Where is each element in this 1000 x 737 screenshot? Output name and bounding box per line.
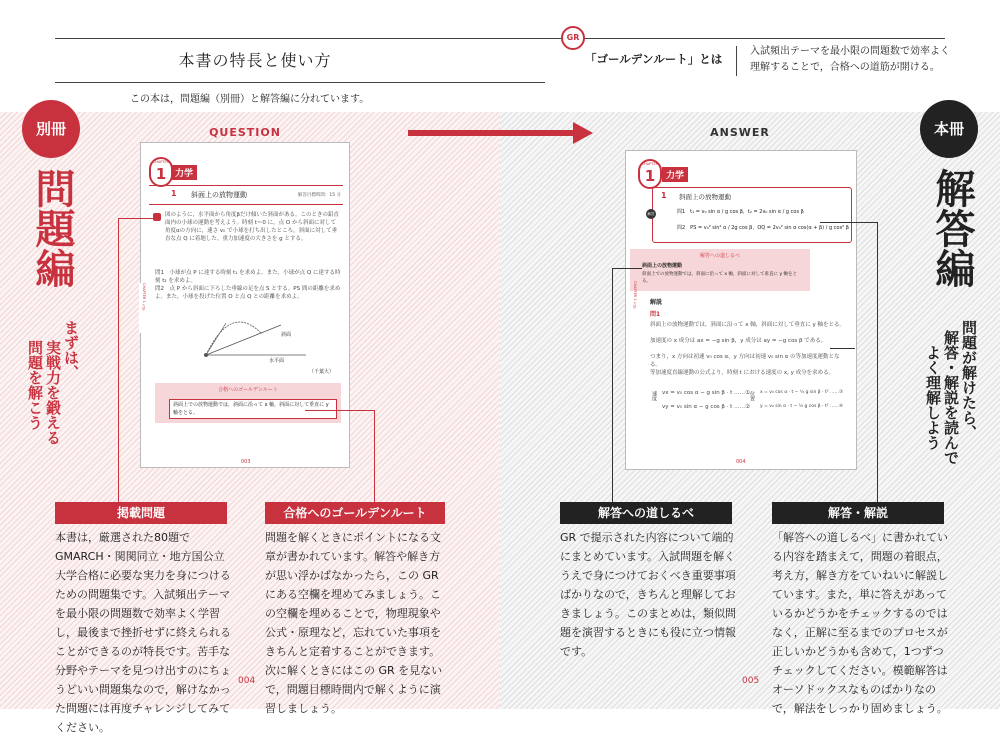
answer-inner-page-no: 004 bbox=[736, 459, 746, 465]
header-divider bbox=[736, 46, 737, 76]
header-rule-bottom bbox=[55, 82, 545, 83]
answer-line-2: 問2 PS = v₀² sin² α / 2g cos β，OQ = 2v₀² sin α cos(α + β) / g cos² β bbox=[677, 225, 849, 231]
problem-marker bbox=[153, 213, 161, 221]
gr-box-title: 合格へのゴールデンルート bbox=[218, 387, 278, 393]
guide-point-text: 斜面上での放物運動では，斜面に沿って x 軸，斜面に対して垂直に y 軸をとる。 bbox=[642, 272, 798, 284]
box-guide-text: GR で提示された内容について端的にまとめています。入試問題を解くうえで身につけておくべき重要事項ばかりなので，きちんと理解しておきましょう。このまとめは，類似問題を演習するときにも役に立つ情報です。 bbox=[560, 531, 736, 658]
leader-problem bbox=[118, 218, 154, 508]
subject-tag: 力学 bbox=[171, 165, 197, 180]
right-subtitle-1: 問題が解けたら、 bbox=[960, 320, 978, 440]
question-2: 問2 点 P から斜面に下ろした垂線の足を点 S とする。PS 間の距離を求めよ。また，小球を投げた位置 O と点 Q との距離を求めよ。 bbox=[155, 286, 341, 300]
problem-body: 図のように，水平面から角度βだけ傾いた斜面がある。このときの鉛直面内の小球の運動を考えよう。時刻 t＝0 に，点 O から斜面に対して角度αの方向に，速さ v₀ で小球を打ち出したところ，斜面に対して垂直な点 Q に着地した。重力加速度の大きさを g とする。 bbox=[165, 212, 340, 242]
problem-header bbox=[149, 187, 343, 205]
page-title: 本書の特長と使い方 bbox=[178, 51, 332, 70]
eq-label-velocity: 速度 bbox=[651, 391, 657, 401]
problem-title: 斜面上の放物運動 bbox=[191, 191, 247, 199]
guide-box-title: 解答への道しるべ bbox=[699, 253, 740, 259]
equation-2: vy = v₀ sin α − g cos β · t ……② bbox=[662, 404, 751, 410]
box-golden-head: 合格へのゴールデンルート bbox=[265, 502, 445, 524]
explain-line-3: つまり，x 方向は初速 v₀ cos α，y 方向は初速 v₀ sin α の等加速度運動となる。 bbox=[650, 354, 840, 368]
answer-problem-no: 1 bbox=[661, 191, 667, 200]
question-section-label: QUESTION bbox=[209, 126, 281, 139]
explain-line-2: 加速度の x 成分は ax = −g sin β，y 成分は ay = −g cos β である。 bbox=[650, 338, 827, 344]
equation-1: vx = v₀ cos α − g sin β · t ……① bbox=[662, 390, 751, 396]
left-subtitle-1: まずは、 bbox=[62, 320, 80, 380]
leader-gr bbox=[305, 410, 375, 508]
explain-line-1: 斜面上の放物運動では，斜面に沿って x 軸，斜面に対して垂直に y 軸をとる。 bbox=[650, 322, 846, 328]
bessatsu-badge: 別冊 bbox=[22, 100, 80, 158]
eq-label-position: 位置 bbox=[749, 391, 755, 401]
box-explain-head: 解答・解説 bbox=[772, 502, 944, 524]
answer-marker: 解答 bbox=[646, 209, 656, 219]
leader-guide bbox=[612, 268, 642, 508]
answer-chapter-badge: CHAPTER 1 bbox=[638, 159, 662, 189]
answer-section-label: ANSWER bbox=[710, 126, 770, 139]
answer-problem-title: 斜面上の放物運動 bbox=[679, 193, 731, 201]
box-golden-text: 問題を解くときにポイントになる文章が書かれています。解答や解き方が思い浮かばなかったら，この GR にある空欄を埋めてみましょう。この空欄を埋めることで，物理現象や公式・原理など，忘れていた事項をきちんと定着することができます。次に解くときにはこの GR を見ないで，問題目標時間内で解くように演習しましょう。 bbox=[265, 531, 443, 715]
left-page-number: 004 bbox=[238, 676, 256, 686]
leader-explain-2 bbox=[830, 348, 855, 349]
source-label: （千葉大） bbox=[309, 369, 335, 375]
gr-box-point: 斜面上での放物運動では，斜面に沿って x 軸，斜面に対して垂直に y 軸をとる。 bbox=[169, 399, 337, 419]
gr-badge: GR bbox=[561, 26, 585, 50]
right-page-number: 005 bbox=[742, 676, 760, 686]
equation-3: x = v₀ cos α · t − ½ g sin β · t² ……③ bbox=[760, 390, 843, 395]
honsatsu-badge: 本冊 bbox=[920, 100, 978, 158]
box-guide-head: 解答への道しるべ bbox=[560, 502, 732, 524]
question-1: 問1 小球が点 P に達する時刻 t₁ を求めよ。また，小球が点 Q に達する時刻 t₂ を求めよ。 bbox=[155, 270, 341, 284]
equation-4: y = v₀ sin α · t − ½ g cos β · t² ……④ bbox=[760, 404, 843, 409]
explain-q-label: 問1 bbox=[650, 311, 661, 318]
explain-label: 解説 bbox=[650, 299, 663, 306]
box-problems-head: 掲載問題 bbox=[55, 502, 227, 524]
intro-text: この本は，問題編（別冊）と解答編に分れています。 bbox=[130, 94, 370, 105]
leader-explain bbox=[820, 222, 878, 508]
chapter-badge: CHAPTER 1 bbox=[149, 157, 173, 187]
header-rule-top bbox=[55, 38, 945, 39]
question-book-title: 問題編 bbox=[29, 168, 75, 288]
left-subtitle-3: 問題を解こう bbox=[26, 340, 44, 430]
question-to-answer-arrow bbox=[408, 122, 593, 144]
problem-number: 1 bbox=[171, 189, 177, 198]
explain-line-4: 等加速度直線運動の公式より，時刻 t における速度の x, y 成分を求める。 bbox=[650, 370, 835, 376]
answer-book-title: 解答編 bbox=[929, 168, 975, 288]
right-subtitle-3: よく理解しよう bbox=[924, 345, 942, 450]
slope-figure bbox=[201, 303, 311, 363]
question-inner-page-no: 003 bbox=[241, 459, 251, 465]
target-time: 解答目標時間：15 分 bbox=[297, 193, 341, 198]
golden-route-label: 「ゴールデンルート」とは bbox=[585, 52, 723, 66]
left-subtitle-2: 実戦力を鍛える bbox=[44, 340, 62, 445]
box-explain-text: 「解答への道しるべ」に書かれている内容を踏まえて，問題の着眼点，考え方，解き方をていねいに解説しています。また，単に答えがあっているかどうかをチェックするのではなく，正解に至るまでのプロセスが正しいかどうかも含めて，1つずつチェックしてください。模範解答はオーソドックスなものばかりなので，解法をしっかり固めましょう。 bbox=[772, 531, 948, 715]
answer-subject-tag: 力学 bbox=[662, 167, 688, 182]
answer-line-1: 問1 t₁ = v₀ sin α / g cos β，t₂ = 2v₀ sin α / g cos β bbox=[677, 209, 804, 215]
right-subtitle-2: 解答・解説を読んで bbox=[942, 330, 960, 465]
chapter-rule bbox=[149, 185, 343, 186]
box-problems-text: 本書は，厳選された80題でGMARCH・関関同立・地方国公立大学合格に必要な実力を身につけるための問題集です。入試頻出テーマを最小限の問題数で効率よく学習し，最後まで挫折せずに終えられることができるのが特長です。苦手な分野やテーマを見つけ出すのにちょうどいい問題集なので，解けなかった問題には再度チャレンジしてみてください。 bbox=[55, 531, 231, 734]
question-side-tab: CHAPTER 1 力学 bbox=[139, 283, 147, 333]
figure-slope-label: 斜面 bbox=[281, 332, 292, 338]
answer-side-tab: CHAPTER 1 力学 bbox=[633, 281, 637, 309]
golden-route-desc: 入試頻出テーマを最小限の問題数で効率よく理解することで，合格への道筋が開ける。 bbox=[750, 46, 950, 73]
guide-box bbox=[630, 249, 810, 291]
guide-point-title: 斜面上の放物運動 bbox=[642, 263, 683, 269]
figure-horizontal-label: 水平面 bbox=[269, 358, 285, 364]
